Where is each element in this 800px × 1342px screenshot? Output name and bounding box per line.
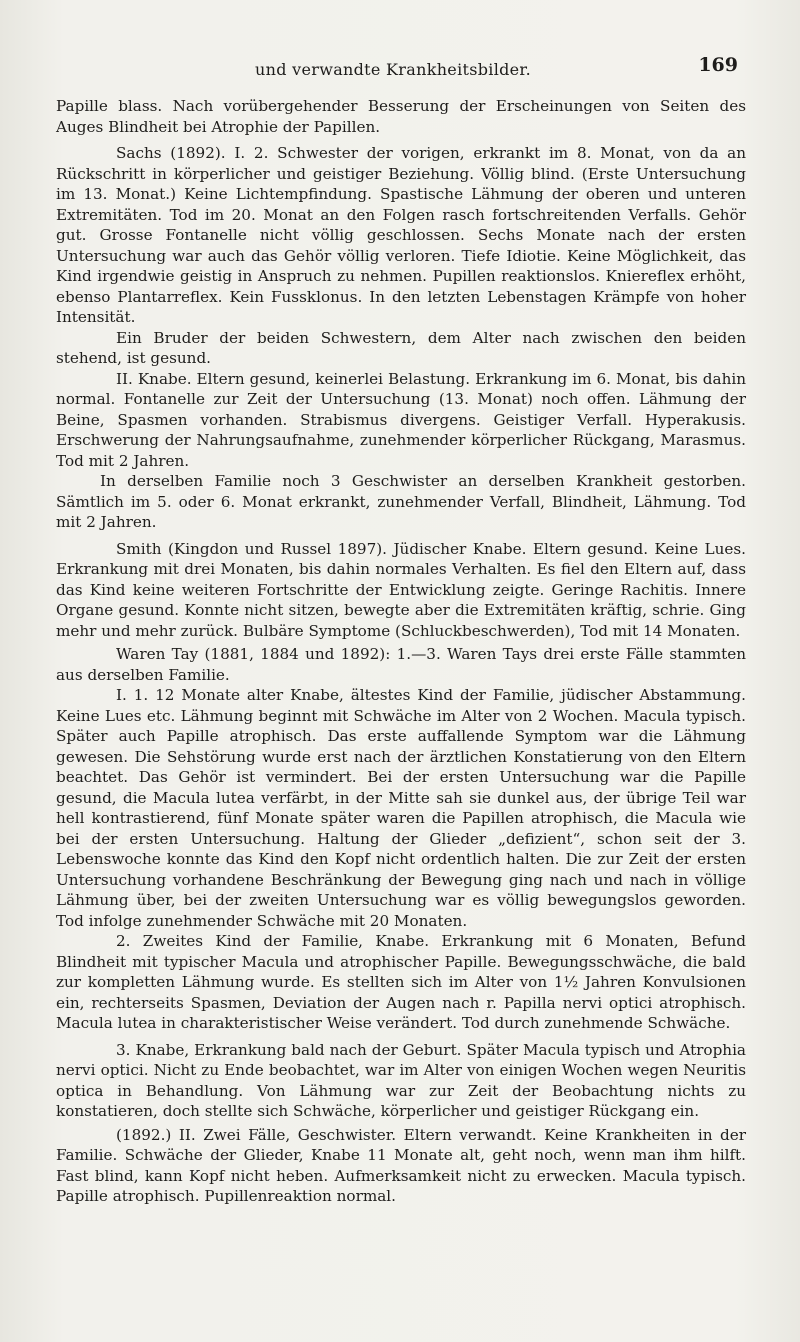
running-head: [60, 50, 750, 80]
body-text: [56, 96, 746, 1207]
paragraph-smith-case: Smith (Kingdon und Russel 1897). Jüdischer Knabe. Eltern gesund. Keine Lues. Erkrankung mit drei Monaten, bis dahin normales Verhalten. Es fiel den Eltern auf, dass das Kind keine weiteren Fortschritte der Entwicklung zeigte. Geringe Rachitis. Innere Organe gesund. Konnte nicht sitzen, bewegte aber die Extremitäten kräftig, schrie. Ging mehr und mehr zurück. Bulbäre Symptome (Schluckbeschwerden), Tod mit 14 Monaten.: [56, 539, 746, 640]
page-number: 169: [698, 54, 738, 76]
paragraph-tay-1892-cases: (1892.) II. Zwei Fälle, Geschwister. Eltern verwandt. Keine Krankheiten in der Familie. Schwäche der Glieder, Knabe 11 Monate alt, geht noch, wenn man ihm hilft. Fast blind, kann Kopf nicht heben. Aufmerksamkeit nicht zu erwecken. Macula typisch. Papille atrophisch. Pupillenreaktion normal.: [56, 1125, 746, 1205]
paragraph-tay-case-2: 2. Zweites Kind der Familie, Knabe. Erkrankung mit 6 Monaten, Befund Blindheit mit typischer Macula und atrophischer Papille. Bewegungsschwäche, die bald zur kompletten Lähmung wurde. Es stellten sich im Alter von 1½ Jahren Konvulsionen ein, rechterseits Spasmen, Deviation der Augen nach r. Papilla nervi optici atrophisch. Macula lutea in charakteristischer Weise verändert. Tod durch zunehmende Schwäche.: [56, 932, 746, 1032]
paragraph-siblings-note: In derselben Familie noch 3 Geschwister an derselben Krankheit gestorben. Sämtlich im 5. oder 6. Monat erkrankt, zunehmender Verfall, Blindheit, Lähmung. Tod mit 2 Jahren.: [56, 472, 746, 531]
paragraph-brother-note: Ein Bruder der beiden Schwestern, dem Alter nach zwischen den beiden stehend, ist gesund.: [56, 328, 746, 367]
paragraph-waren-tay-intro: Waren Tay (1881, 1884 und 1892): 1.—3. Waren Tays drei erste Fälle stammten aus derselben Familie.: [56, 645, 746, 684]
paragraph-tay-case-3: 3. Knabe, Erkrankung bald nach der Geburt. Später Macula typisch und Atrophia nervi optici. Nicht zu Ende beobachtet, war im Alter von einigen Wochen wegen Neuritis optica in Behandlung. Von Lähmung war zur Zeit der Beobachtung nichts zu konstatieren, doch stellte sich Schwäche, körperlicher und geistiger Rückgang ein.: [56, 1040, 746, 1120]
paragraph-sachs-case-2: II. Knabe. Eltern gesund, keinerlei Belastung. Erkrankung im 6. Monat, bis dahin normal. Fontanelle zur Zeit der Untersuchung (13. Monat) noch offen. Lähmung der Beine, Spasmen vorhanden. Strabismus divergens. Geistiger Verfall. Hyperakusis. Erschwerung der Nahrungsaufnahme, zunehmender körperlicher Rückgang, Marasmus. Tod mit 2 Jahren.: [56, 369, 746, 470]
paragraph-tay-case-1: I. 1. 12 Monate alter Knabe, ältestes Kind der Familie, jüdischer Abstammung. Keine Lues etc. Lähmung beginnt mit Schwäche im Alter von 2 Wochen. Macula typisch. Später auch Papille atrophisch. Das erste auffallende Symptom war die Lähmung gewesen. Die Sehstörung wurde erst nach der ärztlichen Konstatierung von den Eltern beachtet. Das Gehör ist vermindert. Bei der ersten Untersuchung war die Papille gesund, die Macula lutea verfärbt, in der Mitte sah sie dunkel aus, der übrige Teil war hell kontrastierend, fünf Monate später waren die Papillen atrophisch, die Macula wie bei der ersten Untersuchung. Haltung der Glieder „defizient“, schon seit der 3. Lebenswoche konnte das Kind den Kopf nicht ordentlich halten. Die zur Zeit der ersten Untersuchung vorhandene Beschränkung der Bewegung ging nach und nach in völlige Lähmung über, bei der zweiten Untersuchung war es völlig bewegungslos geworden. Tod infolge zunehmender Schwäche mit 20 Monaten.: [56, 686, 746, 930]
paragraph-papille-continuation: Papille blass. Nach vorübergehender Besserung der Erscheinungen von Seiten des Auges Blindheit bei Atrophie der Papillen.: [56, 97, 746, 136]
running-title: und verwandte Krankheitsbilder.: [255, 60, 531, 79]
paragraph-sachs-case-1-2: Sachs (1892). I. 2. Schwester der vorigen, erkrankt im 8. Monat, von da an Rückschritt in körperlicher und geistiger Beziehung. Völlig blind. (Erste Untersuchung im 13. Monat.) Keine Lichtempfindung. Spastische Lähmung der oberen und unteren Extremitäten. Tod im 20. Monat an den Folgen rasch fortschreitenden Verfalls. Gehör gut. Grosse Fontanelle nicht völlig geschlossen. Sechs Monate nach der ersten Untersuchung war auch das Gehör völlig verloren. Tiefe Idiotie. Keine Möglichkeit, das Kind irgendwie geistig in Anspruch zu nehmen. Pupillen reaktionslos. Kniereflex erhöht, ebenso Plantarreflex. Kein Fussklonus. In den letzten Lebenstagen Krämpfe von hoher Intensität.: [56, 144, 746, 326]
